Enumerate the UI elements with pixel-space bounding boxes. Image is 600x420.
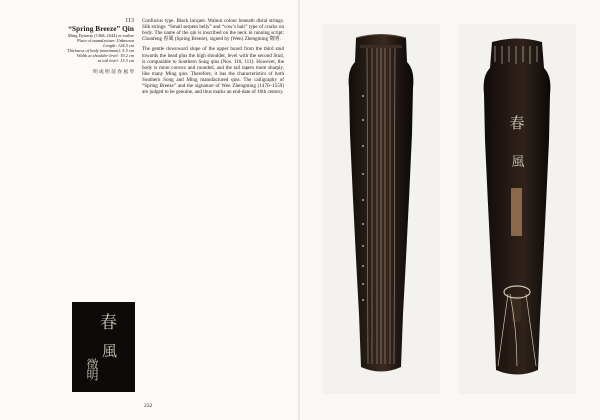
catalogue-entry-header (30, 18, 134, 75)
qin-phoenix-pool (512, 296, 521, 322)
description (142, 18, 284, 99)
page-number: 232 (144, 403, 153, 409)
qin-back-illustration (458, 24, 576, 394)
entry-dynasty: Ming Dynasty (1368–1644) or earlier (67, 33, 134, 39)
qin-back-photo (458, 24, 576, 394)
chinese-caption: 明 或 明 前 春 風 琴 (93, 69, 134, 75)
entry-place: Place of manufacture: Unknown (77, 38, 134, 44)
qin-dragon-pool (511, 188, 522, 236)
entry-width-tail: at tail level: 13.3 cm (97, 58, 134, 64)
calligraphy-glyph-spring: 春 (100, 313, 117, 333)
qin-front-photo (322, 24, 440, 394)
entry-title: “Spring Breeze” Qin (68, 24, 134, 33)
calligraphy-detail-photo (72, 302, 135, 392)
description-paragraph-1: Confucius type. Black lacquer. Walnut colour beneath distal strings. Silk strings. “Small serpent belly” and “cow’s hair” type of cracks on body. The name of the qin is inscribed on the neck in running script: Chunfeng 春風 (Spring Breeze), signed by (Wen) Zhengming 徵明. (142, 18, 284, 43)
back-inscription-glyph-spring: 春 (509, 114, 525, 132)
qin-bridge (360, 45, 402, 48)
calligraphy-signature: 徵明 (85, 358, 99, 380)
entry-length: Length: 124.5 cm (103, 43, 134, 49)
calligraphy-glyph-breeze: 風 (102, 342, 118, 360)
entry-width-shoulder: Width at shoulder level: 19.2 cm (76, 53, 134, 59)
entry-thickness: Thickness of body (maximum): 5.5 cm (67, 48, 134, 54)
back-inscription-glyph-breeze: 風 (511, 155, 525, 170)
description-paragraph-2: The gentle downward slope of the upper board from the third stud towards the head plus the high shoulder, level with the second Stud, is comparable to Southern Song qins (Nos. 110, 111). However, the body is more convex and rounded, and the tail tapers more sharply, like many Ming qins. Therefore, it has the characteristics of both Southern Song and Ming manufactured qins. The calligraphy of “Spring Breeze” and the signature of Wen Zhengming (1470–1559) are judged to be genuine, and thus marks an end-date of 16th century. (142, 46, 284, 96)
qin-front-illustration (322, 24, 440, 394)
entry-number: 113 (125, 18, 134, 24)
